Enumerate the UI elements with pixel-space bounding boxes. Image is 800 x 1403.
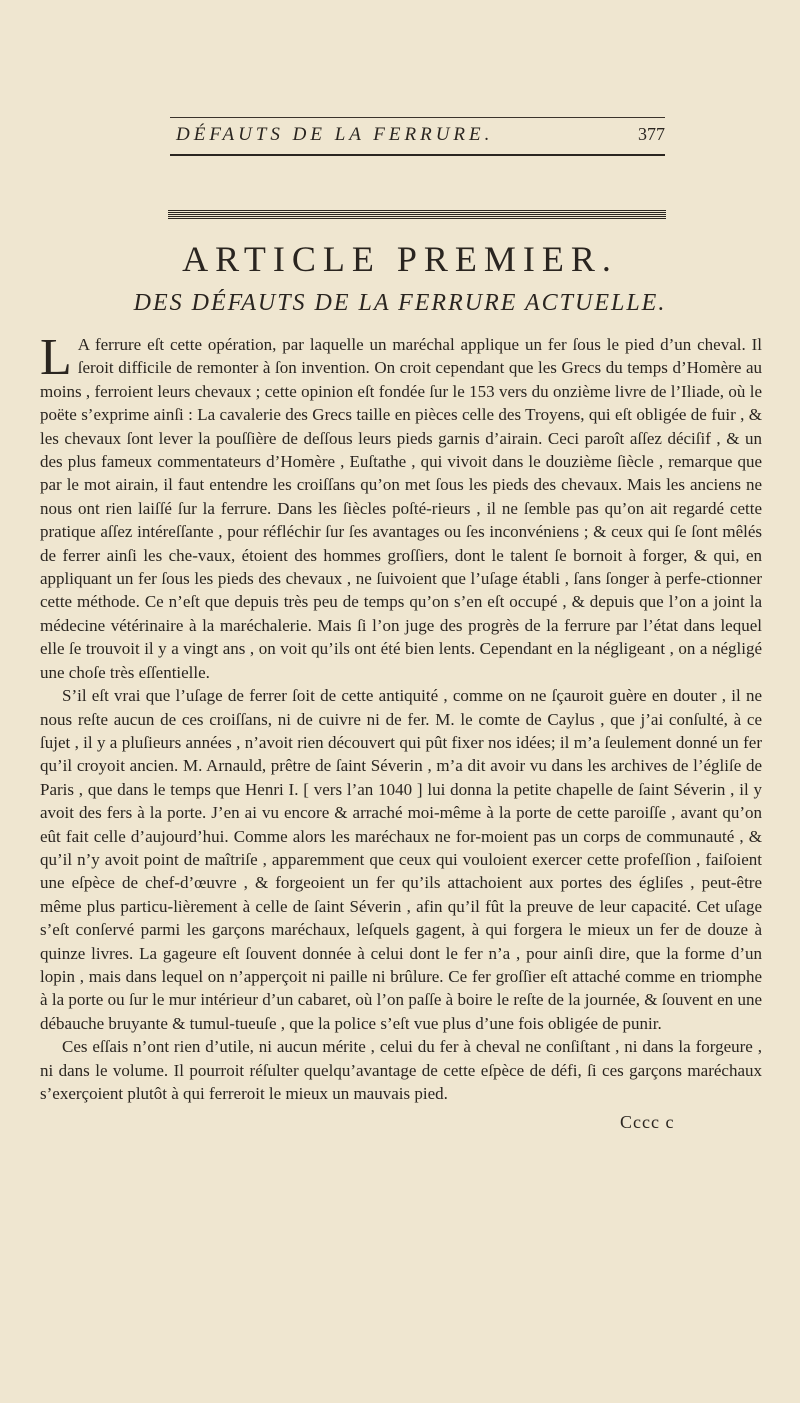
header-rule-top xyxy=(170,117,665,118)
ornamental-band xyxy=(168,209,666,217)
running-title: DÉFAUTS DE LA FERRURE. xyxy=(176,124,494,145)
paragraph-2: S’il eſt vrai que l’uſage de ferrer ſoit de cette antiquité , comme on ne ſçauroit guère en douter , il ne nous reſte aucun de ces croiſſans, ni de cuivre ni de fer. M. le comte de Caylus , que j’ai conſulté, à ce ſujet , il y a pluſieurs années , n’avoit rien découvert qui pût fixer nos idées; il m’a ſeulement donné un fer qu’il croyoit ancien. M. Arnauld, prêtre de ſaint Séverin , m’a dit avoir vu dans les archives de l’égliſe de Paris , que dans le temps que Henri I. [ vers l’an 1040 ] lui donna la petite chapelle de ſaint Séverin , il y avoit des fers à la porte. J’en ai vu encore & arraché moi-même à la porte de cette paroiſſe , avant qu’on eût fait celle d’aujourd’hui. Comme alors les maréchaux ne for-moient pas un corps de communauté , & qu’il n’y avoit point de maîtriſe , apparemment que ceux qui vouloient exercer cette profeſſion , faiſoient une eſpèce de chef-d’œuvre , & forgeoient un fer qu’ils attachoient aux portes des égliſes , peut-être même plus particu-lièrement à celle de ſaint Séverin , afin qu’il fût la preuve de leur capacité. Cet uſage s’eſt conſervé parmi les garçons maréchaux, leſquels gagent, à qui forgera le mieux un fer de douze à quinze livres. La gageure eſt ſouvent donnée à celui dont le fer n’a , pour ainſi dire, que la forme d’un lopin , mais dans lequel on n’apperçoit ni paille ni brûlure. Ce fer groſſier eſt attaché comme en triomphe à la porte ou ſur le mur intérieur d’un cabaret, où l’on paſſe à boire le reſte de la journée, & ſouvent en une débauche bruyante & tumul-tueuſe , que la police s’eſt vue plus d’une fois obligée de punir. xyxy=(40,686,762,1033)
paragraph-1-text: A ferrure eſt cette opération, par laquelle un maréchal applique un fer ſous le pied d’un cheval. Il ſeroit difficile de remonter à ſon invention. On croit cependant que les Grecs du temps d’Homère au moins , ferroient leurs chevaux ; cette opinion eſt fondée ſur le 153 vers du onzième livre de l’Iliade, où le poëte s’exprime ainſi : La cavalerie des Grecs taille en pièces celle des Troyens, qui eſt obligée de fuir , & les chevaux ſont lever la pouſſière de deſſous leurs pieds garnis d’airain. Ceci paroît aſſez déciſif , & un des plus fameux commentateurs d’Homère , Euſtathe , qui vivoit dans le douzième ſiècle , remarque que par le mot airain, il faut entendre les croiſſans qu’on met ſous les pieds des chevaux. Mais les anciens ne nous ont rien laiſſé ſur la ferrure. Dans les ſiècles poſté-rieurs , il ne ſemble pas qu’on ait regardé cette pratique aſſez intéreſſante , pour réfléchir ſur ſes avantages ou ſes inconvéniens ; & ceux qui ſe ſont mêlés de ferrer ainſi les che-vaux, étoient des hommes groſſiers, dont le talent ſe bornoit à forger, & qui, en appliquant un fer ſous les pieds des chevaux , ne ſuivoient que l’uſage établi , ſans ſonger à perfe-ctionner cette méthode. Ce n’eſt que depuis très peu de temps qu’on s’en eſt occupé , & depuis que l’on a joint la médecine vétérinaire à la maréchalerie. Mais ſi l’on juge des progrès de la ferrure par l’état dans lequel elle ſe trouvoit il y a vingt ans , on voit qu’ils ont été bien lents. Cependant en la négligeant , on a négligé une choſe très eſſentielle. xyxy=(40,335,762,682)
section-title: DES DÉFAUTS DE LA FERRURE ACTUELLE. xyxy=(133,290,667,316)
drop-cap: L xyxy=(40,329,72,386)
header-rule-bottom xyxy=(170,154,665,156)
signature-mark: Cccc c xyxy=(620,1112,675,1132)
article-title: ARTICLE PREMIER. xyxy=(182,239,618,279)
paragraph-3: Ces eſſais n’ont rien d’utile, ni aucun mérite , celui du fer à cheval ne conſiſtant , ni dans la forgeure , ni dans le volume. Il pourroit réſulter quelqu’avantage de cette eſpèce de défi, ſi ces garçons maréchaux s’exerçoient plutôt à qui ferreroit le mieux un mauvais pied. xyxy=(40,1037,762,1103)
body-text xyxy=(40,329,762,1105)
running-head xyxy=(170,124,665,150)
paragraph-1 xyxy=(40,329,762,684)
ornamental-band-rule xyxy=(168,218,666,219)
page-number: 377 xyxy=(638,124,665,144)
